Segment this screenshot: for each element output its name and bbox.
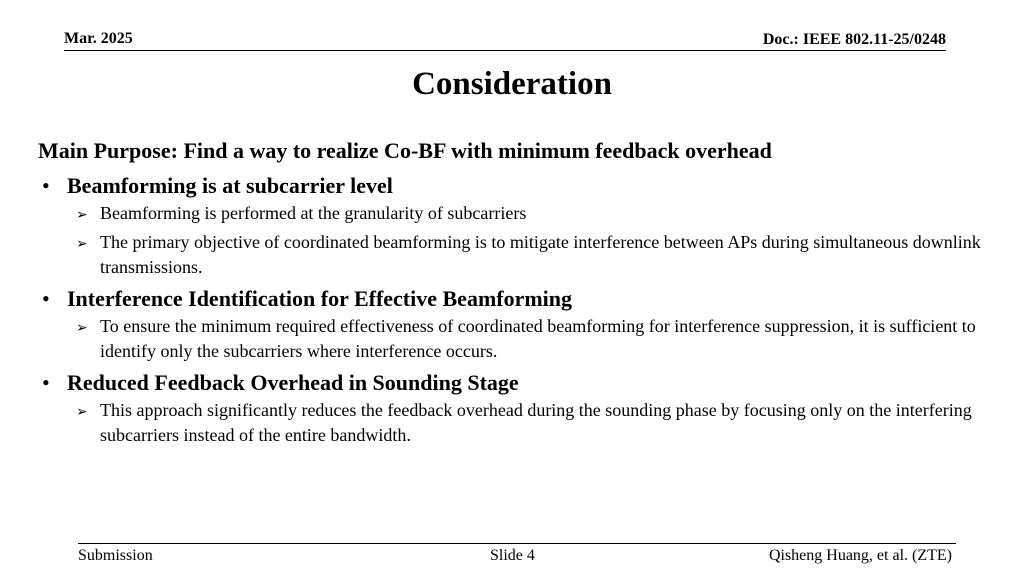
header-divider xyxy=(64,50,946,51)
sub-bullet-list xyxy=(38,398,998,448)
sub-bullet-text: Beamforming is performed at the granularity of subcarriers xyxy=(100,203,527,223)
bullet-dot-icon: • xyxy=(42,370,50,395)
sub-bullet-item xyxy=(38,201,998,228)
sub-bullet-text: To ensure the minimum required effectiveness of coordinated beamforming for interference suppression, it is sufficient to identify only the subcarriers where interference occurs. xyxy=(100,316,976,361)
bullet-item xyxy=(38,368,998,398)
sub-bullet-text: The primary objective of coordinated beamforming is to mitigate interference between APs during simultaneous downlink transmissions. xyxy=(100,232,981,277)
sub-bullet-item xyxy=(38,398,998,448)
footer-divider xyxy=(78,543,956,544)
sub-bullet-list xyxy=(38,201,998,280)
bullet-text: Beamforming is at subcarrier level xyxy=(67,173,393,198)
bullet-section xyxy=(38,368,998,448)
main-purpose: Main Purpose: Find a way to realize Co-BF with minimum feedback overhead xyxy=(38,138,772,163)
bullet-section xyxy=(38,284,998,364)
bullet-text: Reduced Feedback Overhead in Sounding Stage xyxy=(67,370,519,395)
bullet-dot-icon: • xyxy=(42,173,50,198)
header-date: Mar. 2025 xyxy=(64,30,133,47)
arrow-bullet-icon: ➢ xyxy=(76,321,88,336)
slide-title: Consideration xyxy=(412,66,612,102)
arrow-bullet-icon: ➢ xyxy=(76,237,88,252)
bullet-dot-icon: • xyxy=(42,286,50,311)
arrow-bullet-icon: ➢ xyxy=(76,405,88,420)
sub-bullet-item xyxy=(38,230,998,280)
sub-bullet-item xyxy=(38,314,998,364)
sub-bullet-text: This approach significantly reduces the feedback overhead during the sounding phase by focusing only on the interfering subcarriers instead of the entire bandwidth. xyxy=(100,400,972,445)
footer-authors: Qisheng Huang, et al. (ZTE) xyxy=(768,547,952,564)
footer-submission: Submission xyxy=(78,547,153,564)
arrow-bullet-icon: ➢ xyxy=(76,208,88,223)
bullet-item xyxy=(38,171,998,201)
bullet-text: Interference Identification for Effective Beamforming xyxy=(67,286,573,311)
header-doc-number: Doc.: IEEE 802.11-25/0248 xyxy=(762,31,946,48)
footer-slide-number: Slide 4 xyxy=(490,547,535,564)
bullet-section xyxy=(38,171,998,280)
bullet-item xyxy=(38,284,998,314)
slide-body xyxy=(38,137,998,452)
sub-bullet-list xyxy=(38,314,998,364)
